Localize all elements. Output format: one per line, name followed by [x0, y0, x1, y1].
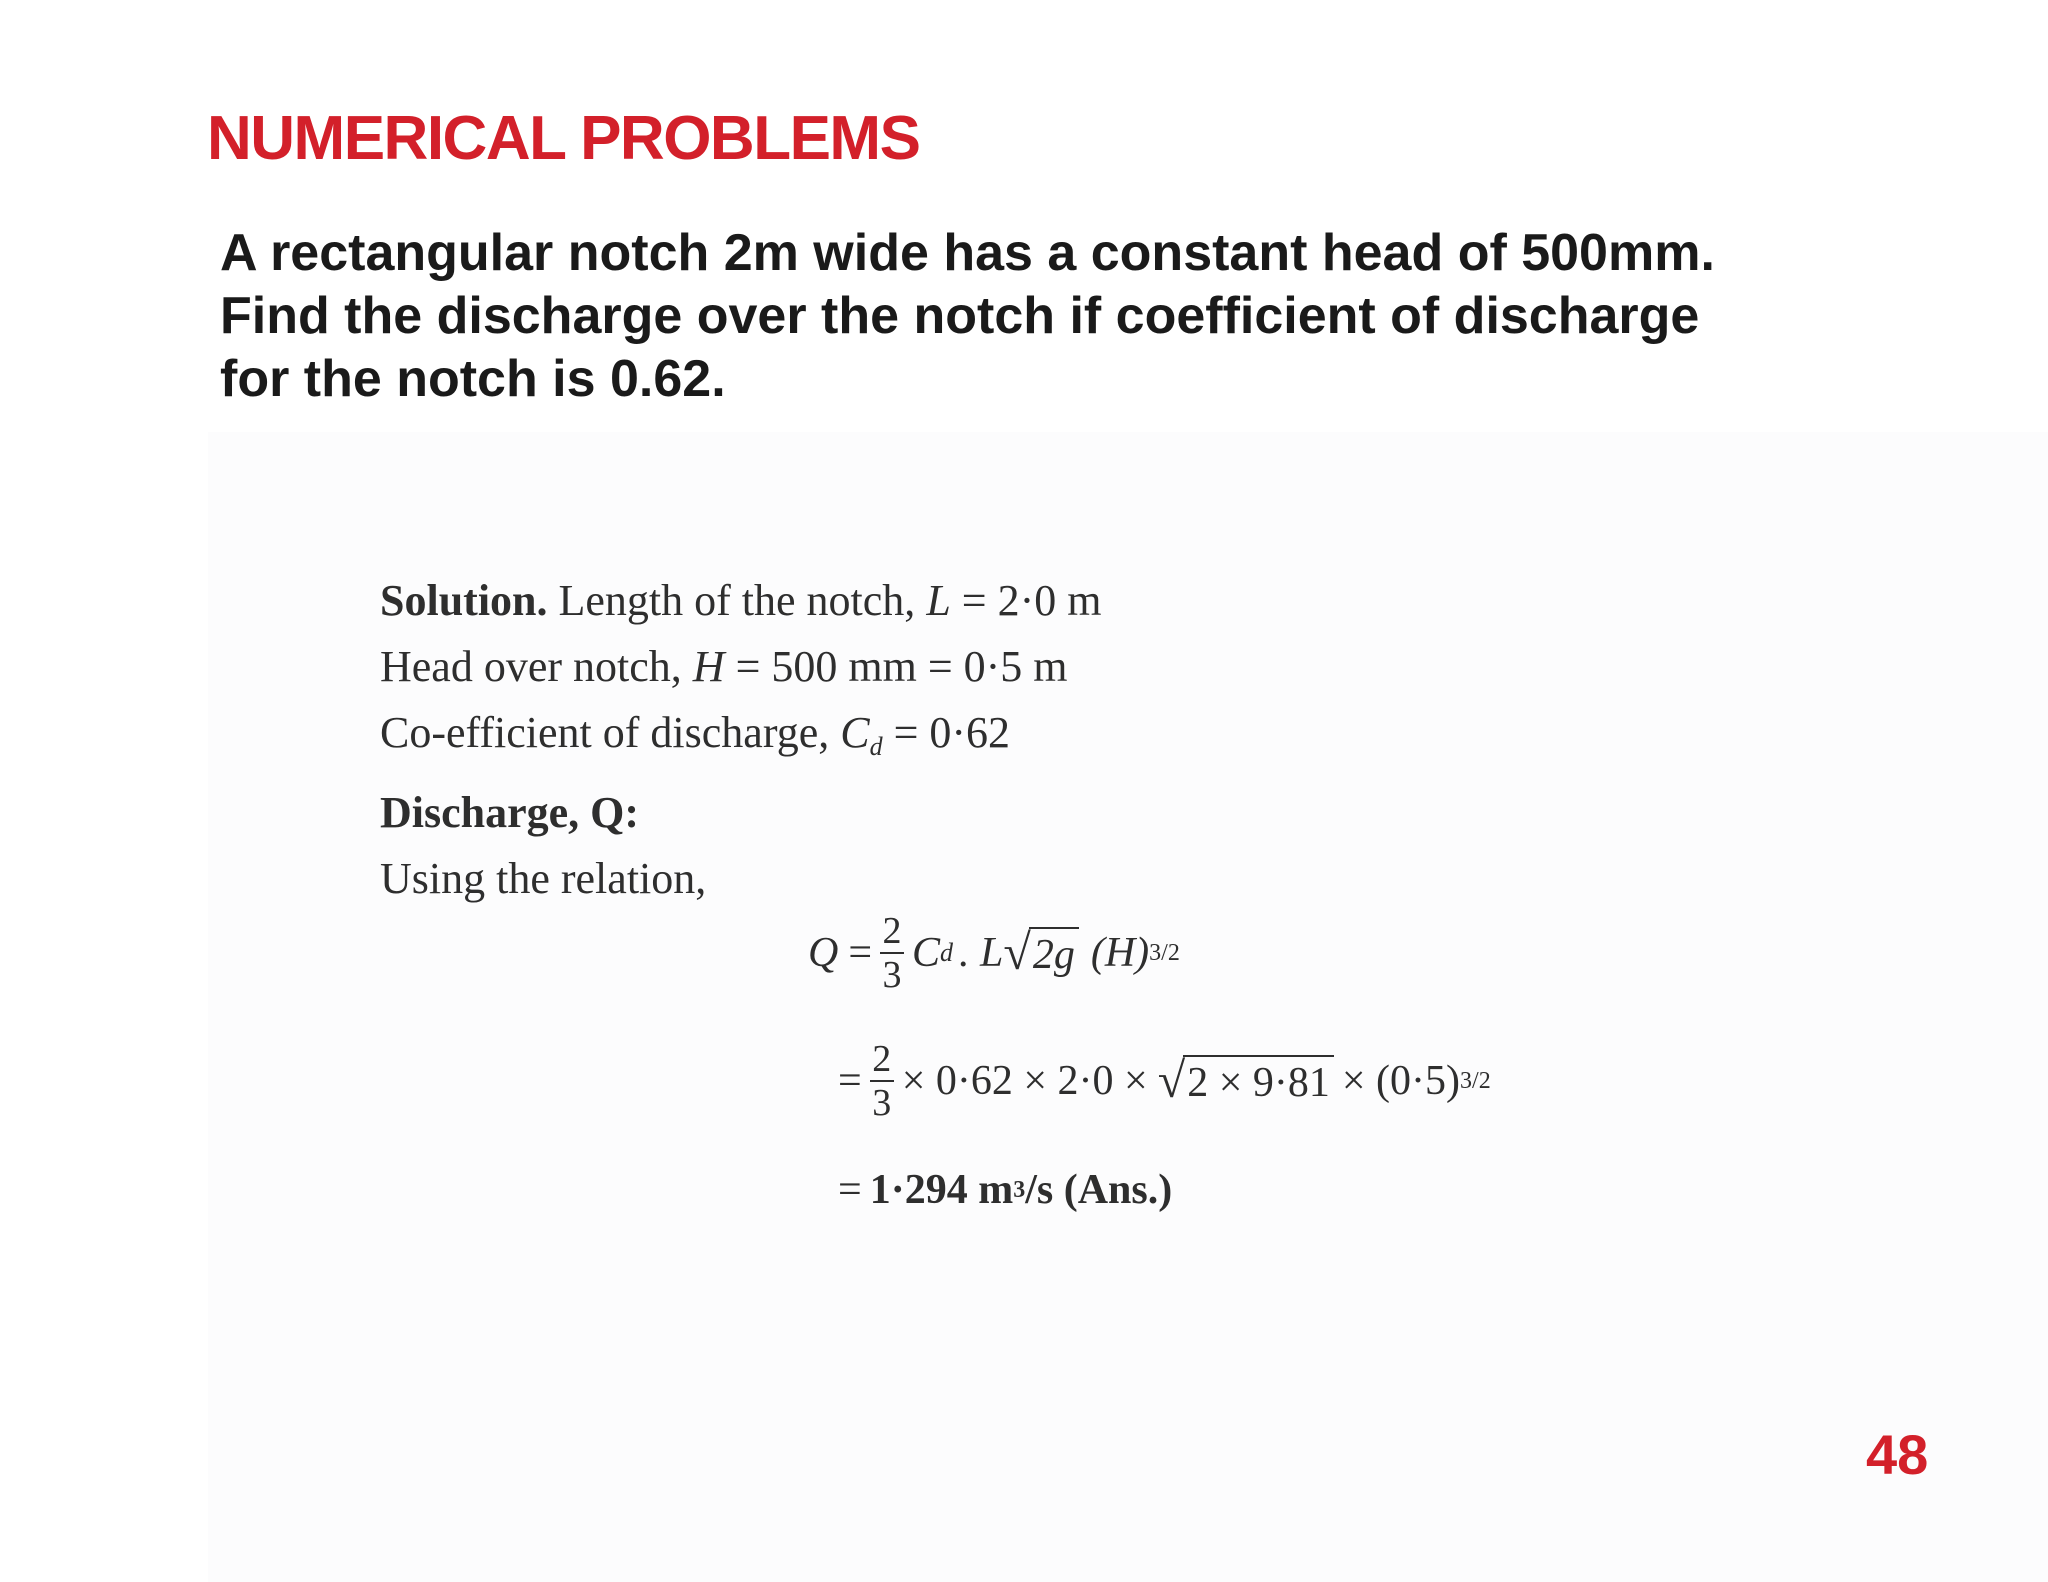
eq2-power: 3/2 — [1460, 1067, 1491, 1094]
eq1-sqrt-arg: 2g — [1029, 927, 1079, 979]
solution-cd-line — [380, 700, 1102, 780]
eq1-cd-sub: d — [940, 938, 954, 967]
eq1-frac-den: 3 — [882, 954, 902, 996]
eq2-equals: = — [838, 1058, 862, 1104]
cd-value: = 0·62 — [893, 708, 1011, 757]
eq1-dot-l: . L — [959, 930, 1004, 976]
problem-line: A rectangular notch 2m wide has a constant head of 500mm. — [220, 224, 1715, 282]
sqrt-radical-icon: √ — [1003, 924, 1031, 980]
sqrt-radical-icon: √ — [1157, 1052, 1186, 1108]
head-text: Head over notch, — [380, 642, 682, 691]
equation-line-2 — [808, 1040, 1491, 1122]
eq3-power: 3 — [1013, 1176, 1026, 1203]
problem-statement — [220, 222, 1870, 411]
eq1-sqrt — [1003, 924, 1078, 980]
solution-label: Solution. — [380, 576, 548, 625]
length-var: L — [926, 576, 951, 625]
solution-length-line — [380, 568, 1102, 634]
eq2-middle: × 0·62 × 2·0 × — [901, 1058, 1148, 1104]
solution-head-line — [380, 634, 1102, 700]
eq3-tail: /s (Ans.) — [1025, 1167, 1173, 1213]
problem-line: Find the discharge over the notch if coefficient of discharge — [220, 287, 1700, 345]
length-value: = 2·0 m — [961, 576, 1102, 625]
eq1-fraction — [880, 912, 904, 994]
solution-block — [380, 568, 1102, 912]
head-var: H — [692, 642, 725, 691]
eq2-tail: × (0·5) — [1341, 1058, 1461, 1104]
eq1-equals: = — [848, 930, 873, 976]
eq3-value: 1·294 m — [869, 1167, 1014, 1213]
eq1-frac-num: 2 — [882, 910, 902, 952]
equation-line-1 — [808, 912, 1180, 994]
length-text: Length of the notch, — [558, 576, 916, 625]
eq2-fraction — [870, 1040, 894, 1122]
relation-text: Using the relation, — [380, 854, 707, 903]
eq2-sqrt — [1157, 1052, 1334, 1108]
cd-subscript: d — [869, 732, 883, 761]
discharge-label: Discharge, Q: — [380, 788, 640, 837]
head-value: = 500 mm = 0·5 m — [735, 642, 1068, 691]
equation-line-3 — [808, 1166, 1172, 1214]
eq1-power: 3/2 — [1149, 939, 1180, 966]
slide-title: NUMERICAL PROBLEMS — [207, 104, 920, 173]
eq1-cd: C — [912, 930, 941, 976]
eq3-equals: = — [838, 1167, 862, 1213]
cd-var: C — [840, 708, 870, 757]
eq1-lhs: Q — [808, 930, 839, 976]
eq2-frac-num: 2 — [872, 1038, 892, 1080]
cd-text: Co-efficient of discharge, — [380, 708, 830, 757]
eq1-h: (H) — [1090, 930, 1150, 976]
relation-line — [380, 846, 1102, 912]
eq2-frac-den: 3 — [872, 1082, 892, 1124]
eq2-sqrt-arg: 2 × 9·81 — [1183, 1055, 1334, 1107]
problem-line: for the notch is 0.62. — [220, 350, 726, 408]
page-number: 48 — [1866, 1423, 1929, 1486]
discharge-line — [380, 780, 1102, 846]
